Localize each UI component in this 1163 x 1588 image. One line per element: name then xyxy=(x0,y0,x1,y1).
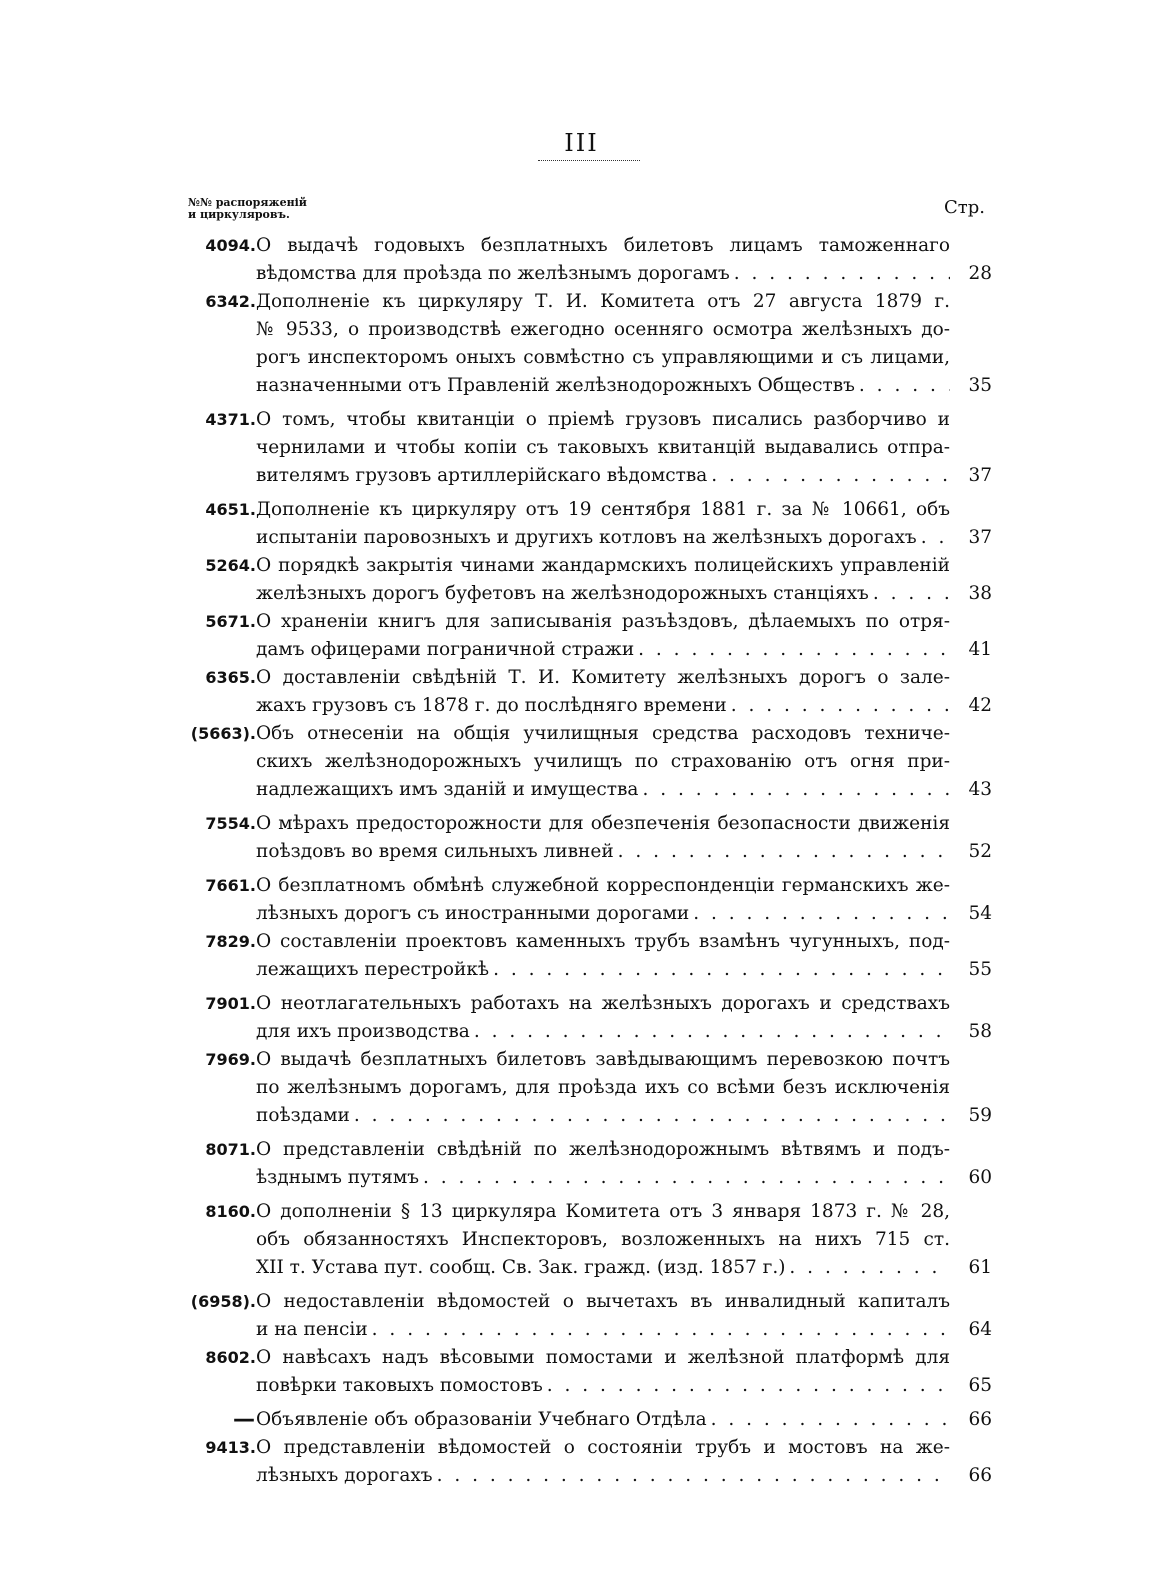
dot-leader xyxy=(634,636,950,664)
entry-title-text: для ихъ производства xyxy=(256,1021,470,1042)
entry-number: 4651. xyxy=(205,500,256,519)
entry-number: 4094. xyxy=(205,236,256,255)
entry-title-line: О навѣсахъ надъ вѣсовыми помостами и желѣзной платформѣ для xyxy=(256,1347,950,1368)
entry-page-number: 43 xyxy=(968,779,992,800)
entry-title-line: № 9533, о производствѣ ежегодно осенняго осмотра желѣзныхъ до- xyxy=(256,319,950,340)
dot-leader xyxy=(350,1102,950,1130)
entry-title-text: вителямъ грузовъ артиллерійскаго вѣдомства xyxy=(256,465,708,486)
entry-title-line: рогъ инспекторомъ оныхъ совмѣстно съ управляющими и съ лицами, xyxy=(256,347,950,368)
entry-number: 6342. xyxy=(205,292,256,311)
contents-entry xyxy=(0,496,1163,552)
entry-title-text: вѣдомства для проѣзда по желѣзнымъ дорогамъ xyxy=(256,263,730,284)
entry-title xyxy=(256,720,950,804)
entry-page-number: 65 xyxy=(968,1375,992,1396)
entry-page-number: 61 xyxy=(968,1257,992,1278)
contents-entry xyxy=(0,552,1163,608)
entry-title xyxy=(256,1406,950,1434)
dot-leader xyxy=(368,1316,950,1344)
entry-number: 8160. xyxy=(205,1202,256,1221)
entry-title-text: надлежащихъ имъ зданій и имущества xyxy=(256,779,639,800)
entry-title xyxy=(256,1288,950,1344)
entry-title-line: объ обязанностяхъ Инспекторовъ, возложенныхъ на нихъ 715 ст. xyxy=(256,1229,950,1250)
entry-title-text: лежащихъ перестройкѣ xyxy=(256,959,490,980)
contents-entry xyxy=(0,608,1163,664)
contents-entry xyxy=(0,1046,1163,1130)
entry-title-line xyxy=(256,692,950,720)
dot-leader xyxy=(917,524,950,552)
contents-entry xyxy=(0,1344,1163,1400)
entry-page-number: 58 xyxy=(968,1021,992,1042)
entry-title-line: О порядкѣ закрытія чинами жандармскихъ полицейскихъ управленій xyxy=(256,555,950,576)
entry-title-line: скихъ желѣзнодорожныхъ училищъ по страхованію отъ огня при- xyxy=(256,751,950,772)
entry-title-line: О недоставленіи вѣдомостей о вычетахъ въ инвалидный капиталъ xyxy=(256,1291,950,1312)
entry-page-number: 60 xyxy=(968,1167,992,1188)
entry-title-line: О мѣрахъ предосторожности для обезпеченія безопасности движенія xyxy=(256,813,950,834)
entry-title-line xyxy=(256,1372,950,1400)
entry-title xyxy=(256,928,950,984)
entry-title-line xyxy=(256,1254,950,1282)
entry-title xyxy=(256,1198,950,1282)
entry-page-number: 41 xyxy=(968,639,992,660)
entry-page-number: 59 xyxy=(968,1105,992,1126)
dot-leader xyxy=(785,1254,950,1282)
entry-page-number: 37 xyxy=(968,465,992,486)
entry-number: 7661. xyxy=(205,876,256,895)
entry-title-line: О выдачѣ безплатныхъ билетовъ завѣдывающимъ перевозкою почтъ xyxy=(256,1049,950,1070)
entry-title-text: поѣздами xyxy=(256,1105,350,1126)
entry-title xyxy=(256,496,950,552)
entry-title-text: испытаніи паровозныхъ и другихъ котловъ на желѣзныхъ дорогахъ xyxy=(256,527,917,548)
entry-number: (5663). xyxy=(190,724,256,743)
entry-title-line: Объ отнесеніи на общія училищныя средства расходовъ техниче- xyxy=(256,723,950,744)
header-rule xyxy=(538,160,640,161)
entry-title xyxy=(256,1344,950,1400)
dot-leader xyxy=(730,260,950,288)
contents-entry xyxy=(0,664,1163,720)
entry-title-text: XII т. Устава пут. сообщ. Св. Зак. гражд. (изд. 1857 г.) xyxy=(256,1257,786,1278)
entry-title-line xyxy=(256,1406,950,1434)
entry-page-number: 42 xyxy=(968,695,992,716)
entry-title-text: Объявленіе объ образованіи Учебнаго Отдѣла xyxy=(256,1409,707,1430)
contents-entry xyxy=(0,232,1163,288)
entry-page-number: 35 xyxy=(968,375,992,396)
entry-title-line xyxy=(256,956,950,984)
page-number: III xyxy=(564,129,599,157)
dot-leader xyxy=(638,776,950,804)
entry-title xyxy=(256,1046,950,1130)
entry-title-text: дамъ офицерами пограничной стражи xyxy=(256,639,635,660)
entry-title-line xyxy=(256,524,950,552)
dot-leader xyxy=(727,692,950,720)
entry-title-line: О представленіи свѣдѣній по желѣзнодорожнымъ вѣтвямъ и подъ- xyxy=(256,1139,950,1160)
entry-title-text: лѣзныхъ дорогъ съ иностранными дорогами xyxy=(256,903,690,924)
dot-leader xyxy=(543,1372,950,1400)
entry-title xyxy=(256,232,950,288)
entry-title-line xyxy=(256,1018,950,1046)
entry-page-number: 66 xyxy=(968,1409,992,1430)
entry-title-text: желѣзныхъ дорогъ буфетовъ на желѣзнодорожныхъ станціяхъ xyxy=(256,583,869,604)
entry-title-line xyxy=(256,260,950,288)
column-header-orders xyxy=(188,197,307,221)
dot-leader xyxy=(869,580,950,608)
dot-leader xyxy=(470,1018,950,1046)
entry-page-number: 37 xyxy=(968,527,992,548)
dot-leader xyxy=(689,900,950,928)
entry-number: 5671. xyxy=(205,612,256,631)
contents-entry xyxy=(0,1198,1163,1282)
entry-number: 8071. xyxy=(205,1140,256,1159)
entry-title-line: О представленіи вѣдомостей о состояніи трубъ и мостовъ на же- xyxy=(256,1437,950,1458)
entry-number: 7554. xyxy=(205,814,256,833)
entry-page-number: 38 xyxy=(968,583,992,604)
entry-title-line xyxy=(256,776,950,804)
entry-title xyxy=(256,608,950,664)
entry-page-number: 28 xyxy=(968,263,992,284)
entry-title-line: О храненіи книгъ для записыванія разъѣздовъ, дѣлаемыхъ по отря- xyxy=(256,611,950,632)
entry-title-line: О составленіи проектовъ каменныхъ трубъ взамѣнъ чугунныхъ, под- xyxy=(256,931,950,952)
entry-title xyxy=(256,288,950,400)
dot-leader xyxy=(489,956,950,984)
contents-entry xyxy=(0,872,1163,928)
entry-title-line xyxy=(256,1102,950,1130)
entry-number: (6958). xyxy=(190,1292,256,1311)
contents-entry xyxy=(0,1136,1163,1192)
entry-title-text: ѣзднымъ путямъ xyxy=(256,1167,420,1188)
entry-title-line: О томъ, чтобы квитанціи о пріемѣ грузовъ писались разборчиво и xyxy=(256,409,950,430)
contents-list xyxy=(0,232,1163,1490)
entry-title-line: О доставленіи свѣдѣній Т. И. Комитету желѣзныхъ дорогъ о зале- xyxy=(256,667,950,688)
entry-title-text: повѣрки таковыхъ помостовъ xyxy=(256,1375,543,1396)
entry-title-line: О дополненіи § 13 циркуляра Комитета отъ 3 января 1873 г. № 28, xyxy=(256,1201,950,1222)
entry-page-number: 52 xyxy=(968,841,992,862)
entry-number: 7969. xyxy=(205,1050,256,1069)
entry-title-line: О неотлагательныхъ работахъ на желѣзныхъ дорогахъ и средствахъ xyxy=(256,993,950,1014)
entry-title xyxy=(256,664,950,720)
entry-page-number: 66 xyxy=(968,1465,992,1486)
entry-title-text: лѣзныхъ дорогахъ xyxy=(256,1465,433,1486)
entry-number: 7901. xyxy=(205,994,256,1013)
entry-title-line: по желѣзнымъ дорогамъ, для проѣзда ихъ со всѣми безъ исключенія xyxy=(256,1077,950,1098)
entry-title xyxy=(256,990,950,1046)
entry-title-text: назначенными отъ Правленій желѣзнодорожныхъ Обществъ xyxy=(256,375,855,396)
contents-entry xyxy=(0,720,1163,804)
entry-title-text: жахъ грузовъ съ 1878 г. до послѣдняго времени xyxy=(256,695,727,716)
entry-title-line xyxy=(256,1164,950,1192)
entry-title xyxy=(256,1434,950,1490)
entry-title-line: чернилами и чтобы копіи съ таковыхъ квитанцій выдавались отпра- xyxy=(256,437,950,458)
dot-leader xyxy=(419,1164,950,1192)
entry-page-number: 64 xyxy=(968,1319,992,1340)
entry-title-line: О выдачѣ годовыхъ безплатныхъ билетовъ лицамъ таможеннаго xyxy=(256,235,950,256)
entry-number: 9413. xyxy=(205,1438,256,1457)
entry-title-text: и на пенсіи xyxy=(256,1319,368,1340)
contents-entry xyxy=(0,1288,1163,1344)
dot-leader xyxy=(433,1462,950,1490)
contents-entry xyxy=(0,928,1163,984)
entry-title-line xyxy=(256,1462,950,1490)
entry-number: 5264. xyxy=(205,556,256,575)
contents-entry xyxy=(0,810,1163,866)
column-header-orders-line2: и циркуляровъ. xyxy=(188,208,290,221)
entry-title-line xyxy=(256,462,950,490)
entry-title xyxy=(256,1136,950,1192)
entry-number: 4371. xyxy=(205,410,256,429)
entry-title xyxy=(256,872,950,928)
entry-title-line: Дополненіе къ циркуляру отъ 19 сентября 1881 г. за № 10661, объ xyxy=(256,499,950,520)
dot-leader xyxy=(855,372,950,400)
entry-title-line xyxy=(256,1316,950,1344)
contents-entry xyxy=(0,1406,1163,1434)
contents-entry xyxy=(0,990,1163,1046)
entry-title xyxy=(256,406,950,490)
entry-page-number: 54 xyxy=(968,903,992,924)
entry-page-number: 55 xyxy=(968,959,992,980)
contents-entry xyxy=(0,1434,1163,1490)
entry-number: 7829. xyxy=(205,932,256,951)
dot-leader xyxy=(614,838,950,866)
entry-number: 8602. xyxy=(205,1348,256,1367)
dot-leader xyxy=(707,1406,950,1434)
entry-title-line xyxy=(256,838,950,866)
dot-leader xyxy=(707,462,950,490)
entry-title-line: О безплатномъ обмѣнѣ служебной корреспонденціи германскихъ же- xyxy=(256,875,950,896)
entry-title-text: поѣздовъ во время сильныхъ ливней xyxy=(256,841,614,862)
contents-entry xyxy=(0,406,1163,490)
contents-entry xyxy=(0,288,1163,400)
entry-number: 6365. xyxy=(205,668,256,687)
entry-number: — xyxy=(233,1407,255,1432)
entry-title-line xyxy=(256,372,950,400)
entry-title-line xyxy=(256,900,950,928)
column-header-orders-line1: №№ распоряжeній xyxy=(188,196,307,209)
column-header-page: Стр. xyxy=(944,197,985,218)
entry-title xyxy=(256,810,950,866)
entry-title-line xyxy=(256,636,950,664)
entry-title-line: Дополненіе къ циркуляру Т. И. Комитета отъ 27 августа 1879 г. xyxy=(256,291,950,312)
entry-title-line xyxy=(256,580,950,608)
entry-title xyxy=(256,552,950,608)
